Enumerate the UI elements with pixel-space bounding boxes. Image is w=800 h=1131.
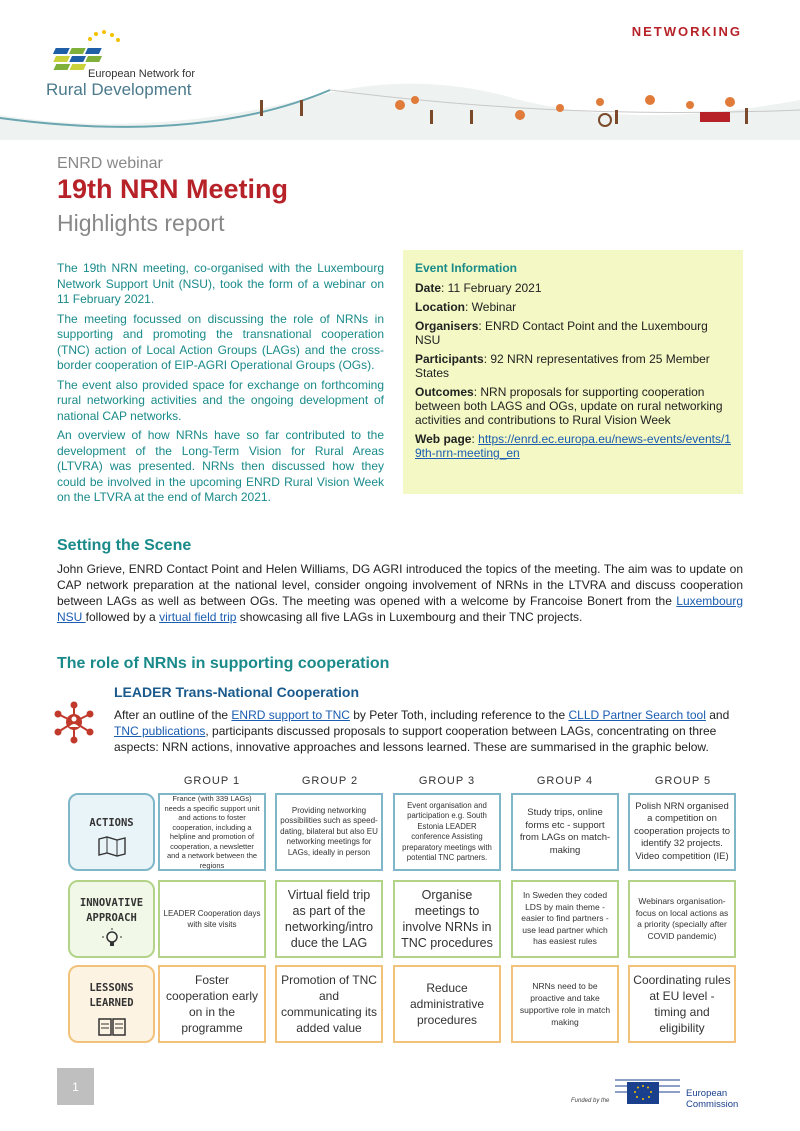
group-header: GROUP 4 bbox=[536, 775, 594, 787]
page-header bbox=[0, 0, 800, 140]
row-label-innovative: INNOVATIVE APPROACH bbox=[68, 880, 155, 958]
graphic-cell: Polish NRN organised a competition on cooperation projects to identify 32 projects. Video competition (IE) bbox=[628, 793, 736, 871]
row-label-lessons: LESSONS LEARNED bbox=[68, 965, 155, 1043]
event-webpage: Web page: https://enrd.ec.europa.eu/news-events/events/19th-nrn-meeting_en bbox=[415, 432, 731, 460]
tnc-paragraph: After an outline of the ENRD support to TNC by Peter Toth, including reference to the CLLD Partner Search tool and TNC publications, participants discussed proposals to support cooperation between LAGs, concentrating on three aspects: NRN actions, innovative approaches and lessons learned. These are summarised in the graphic below. bbox=[114, 708, 730, 754]
luxembourg-nsu-link[interactable]: Luxembourg NSU bbox=[57, 594, 743, 624]
graphic-cell: Promotion of TNC and communicating its added value bbox=[275, 965, 383, 1043]
event-location: Location: Webinar bbox=[415, 300, 517, 314]
graphic-cell: Coordinating rules at EU level - timing and eligibility bbox=[628, 965, 736, 1043]
row-label-actions: ACTIONS bbox=[68, 793, 155, 871]
network-name-line2: Rural Development bbox=[46, 80, 192, 99]
graphic-cell: Reduce administrative procedures bbox=[393, 965, 501, 1043]
eu-flag-icon bbox=[565, 1072, 683, 1112]
intro-paragraph: The event also provided space for exchange on forthcoming rural networking activities and the ongoing development of national CAP networks. bbox=[57, 377, 384, 423]
intro-paragraph: An overview of how NRNs have so far contributed to the development of the Long-Term Vision for Rural Areas (LTVRA) was presented. NRNs then discussed how they could be involved in the upcoming ENRD Rural Vision Week on the LTVRA at the end of March 2021. bbox=[57, 428, 384, 504]
virtual-field-trip-link[interactable]: virtual field trip bbox=[159, 610, 237, 624]
graphic-cell: Webinars organisation- focus on local actions as a priority (specially after COVID pandemic) bbox=[628, 880, 736, 958]
intro-text bbox=[57, 261, 384, 510]
graphic-cell: France (with 339 LAGs) needs a specific support unit and actions to foster cooperation, including a helpline and promotion of cooperation, a newsletter and a network between the regions bbox=[158, 793, 266, 871]
event-info-box bbox=[403, 250, 743, 494]
group-header: GROUP 3 bbox=[418, 775, 476, 787]
funded-by-label: Funded by the bbox=[571, 1098, 610, 1104]
european-commission-label: European Commission bbox=[686, 1088, 739, 1110]
event-outcomes: Outcomes: NRN proposals for supporting cooperation between both LAGS and OGs, update on rural networking activities and contributions to Rural Vision Week bbox=[415, 385, 723, 427]
subsection-heading-tnc: LEADER Trans-National Cooperation bbox=[114, 684, 360, 700]
graphic-cell: Providing networking possibilities such as speed-dating, bilateral but also EU networking meetings for LAGs, ideally in person bbox=[275, 793, 383, 871]
page-number: 1 bbox=[57, 1068, 94, 1105]
report-kicker: ENRD webinar bbox=[57, 155, 163, 172]
graphic-cell: Foster cooperation early on in the programme bbox=[158, 965, 266, 1043]
scene-paragraph: John Grieve, ENRD Contact Point and Helen Williams, DG AGRI introduced the topics of the meeting. The aim was to update on CAP network preparation at the national level, consider ongoing involvement of NRNs in the LTVRA and discuss cooperation between LAGs as well as between OGs. The meeting was opened with a welcome by Francoise Bonert from the Luxembourg NSU followed by a virtual field trip showcasing all five LAGs in Luxembourg and their TNC projects. bbox=[57, 562, 743, 624]
network-name-line1: European Network for bbox=[88, 68, 195, 80]
page-title: 19th NRN Meeting bbox=[57, 174, 289, 204]
page-subtitle: Highlights report bbox=[57, 210, 225, 236]
event-info-heading: Event Information bbox=[415, 261, 518, 275]
intro-paragraph: The meeting focussed on discussing the role of NRNs in supporting and promoting the transnational cooperation (TNC) action of Local Action Groups (LAGs) and the cross-border cooperation of EIP-AGRI Operational Groups (OGs). bbox=[57, 311, 384, 372]
group-header: GROUP 2 bbox=[301, 775, 359, 787]
lightbulb-icon bbox=[102, 928, 122, 950]
graphic-cell: LEADER Cooperation days with site visits bbox=[158, 880, 266, 958]
graphic-cell: Study trips, online forms etc - support from LAGs on match-making bbox=[511, 793, 619, 871]
section-heading-scene: Setting the Scene bbox=[57, 537, 192, 554]
graphic-cell: Virtual field trip as part of the networking/intro duce the LAG bbox=[275, 880, 383, 958]
event-participants: Participants: 92 NRN representatives from 25 Member States bbox=[415, 352, 710, 380]
tnc-publications-link[interactable]: TNC publications bbox=[114, 724, 206, 738]
section-tag: NETWORKING bbox=[631, 24, 742, 39]
section-heading-role: The role of NRNs in supporting cooperation bbox=[57, 655, 390, 672]
graphic-cell: Event organisation and participation e.g. South Estonia LEADER conference Assisting preparatory meetings with potential TNC partners. bbox=[393, 793, 501, 871]
graphic-cell: In Sweden they coded LDS by main theme - easier to find partners - use lead partner which has easiest rules bbox=[511, 880, 619, 958]
intro-paragraph: The 19th NRN meeting, co-organised with the Luxembourg Network Support Unit (NSU), took the form of a webinar on 11 February 2021. bbox=[57, 261, 384, 306]
event-date: Date: 11 February 2021 bbox=[415, 281, 542, 295]
group-header: GROUP 1 bbox=[183, 775, 241, 787]
map-icon bbox=[97, 835, 127, 857]
open-book-icon bbox=[98, 1017, 126, 1037]
event-webpage-link[interactable]: https://enrd.ec.europa.eu/news-events/events/19th-nrn-meeting_en bbox=[415, 432, 731, 460]
group-header: GROUP 5 bbox=[654, 775, 712, 787]
enrd-support-tnc-link[interactable]: ENRD support to TNC bbox=[231, 708, 350, 722]
graphic-cell: NRNs need to be proactive and take supportive role in match making bbox=[511, 965, 619, 1043]
event-organisers: Organisers: ENRD Contact Point and the Luxembourg NSU bbox=[415, 319, 708, 347]
clld-partner-search-link[interactable]: CLLD Partner Search tool bbox=[568, 708, 706, 722]
graphic-cell: Organise meetings to involve NRNs in TNC procedures bbox=[393, 880, 501, 958]
network-people-icon bbox=[52, 700, 96, 744]
